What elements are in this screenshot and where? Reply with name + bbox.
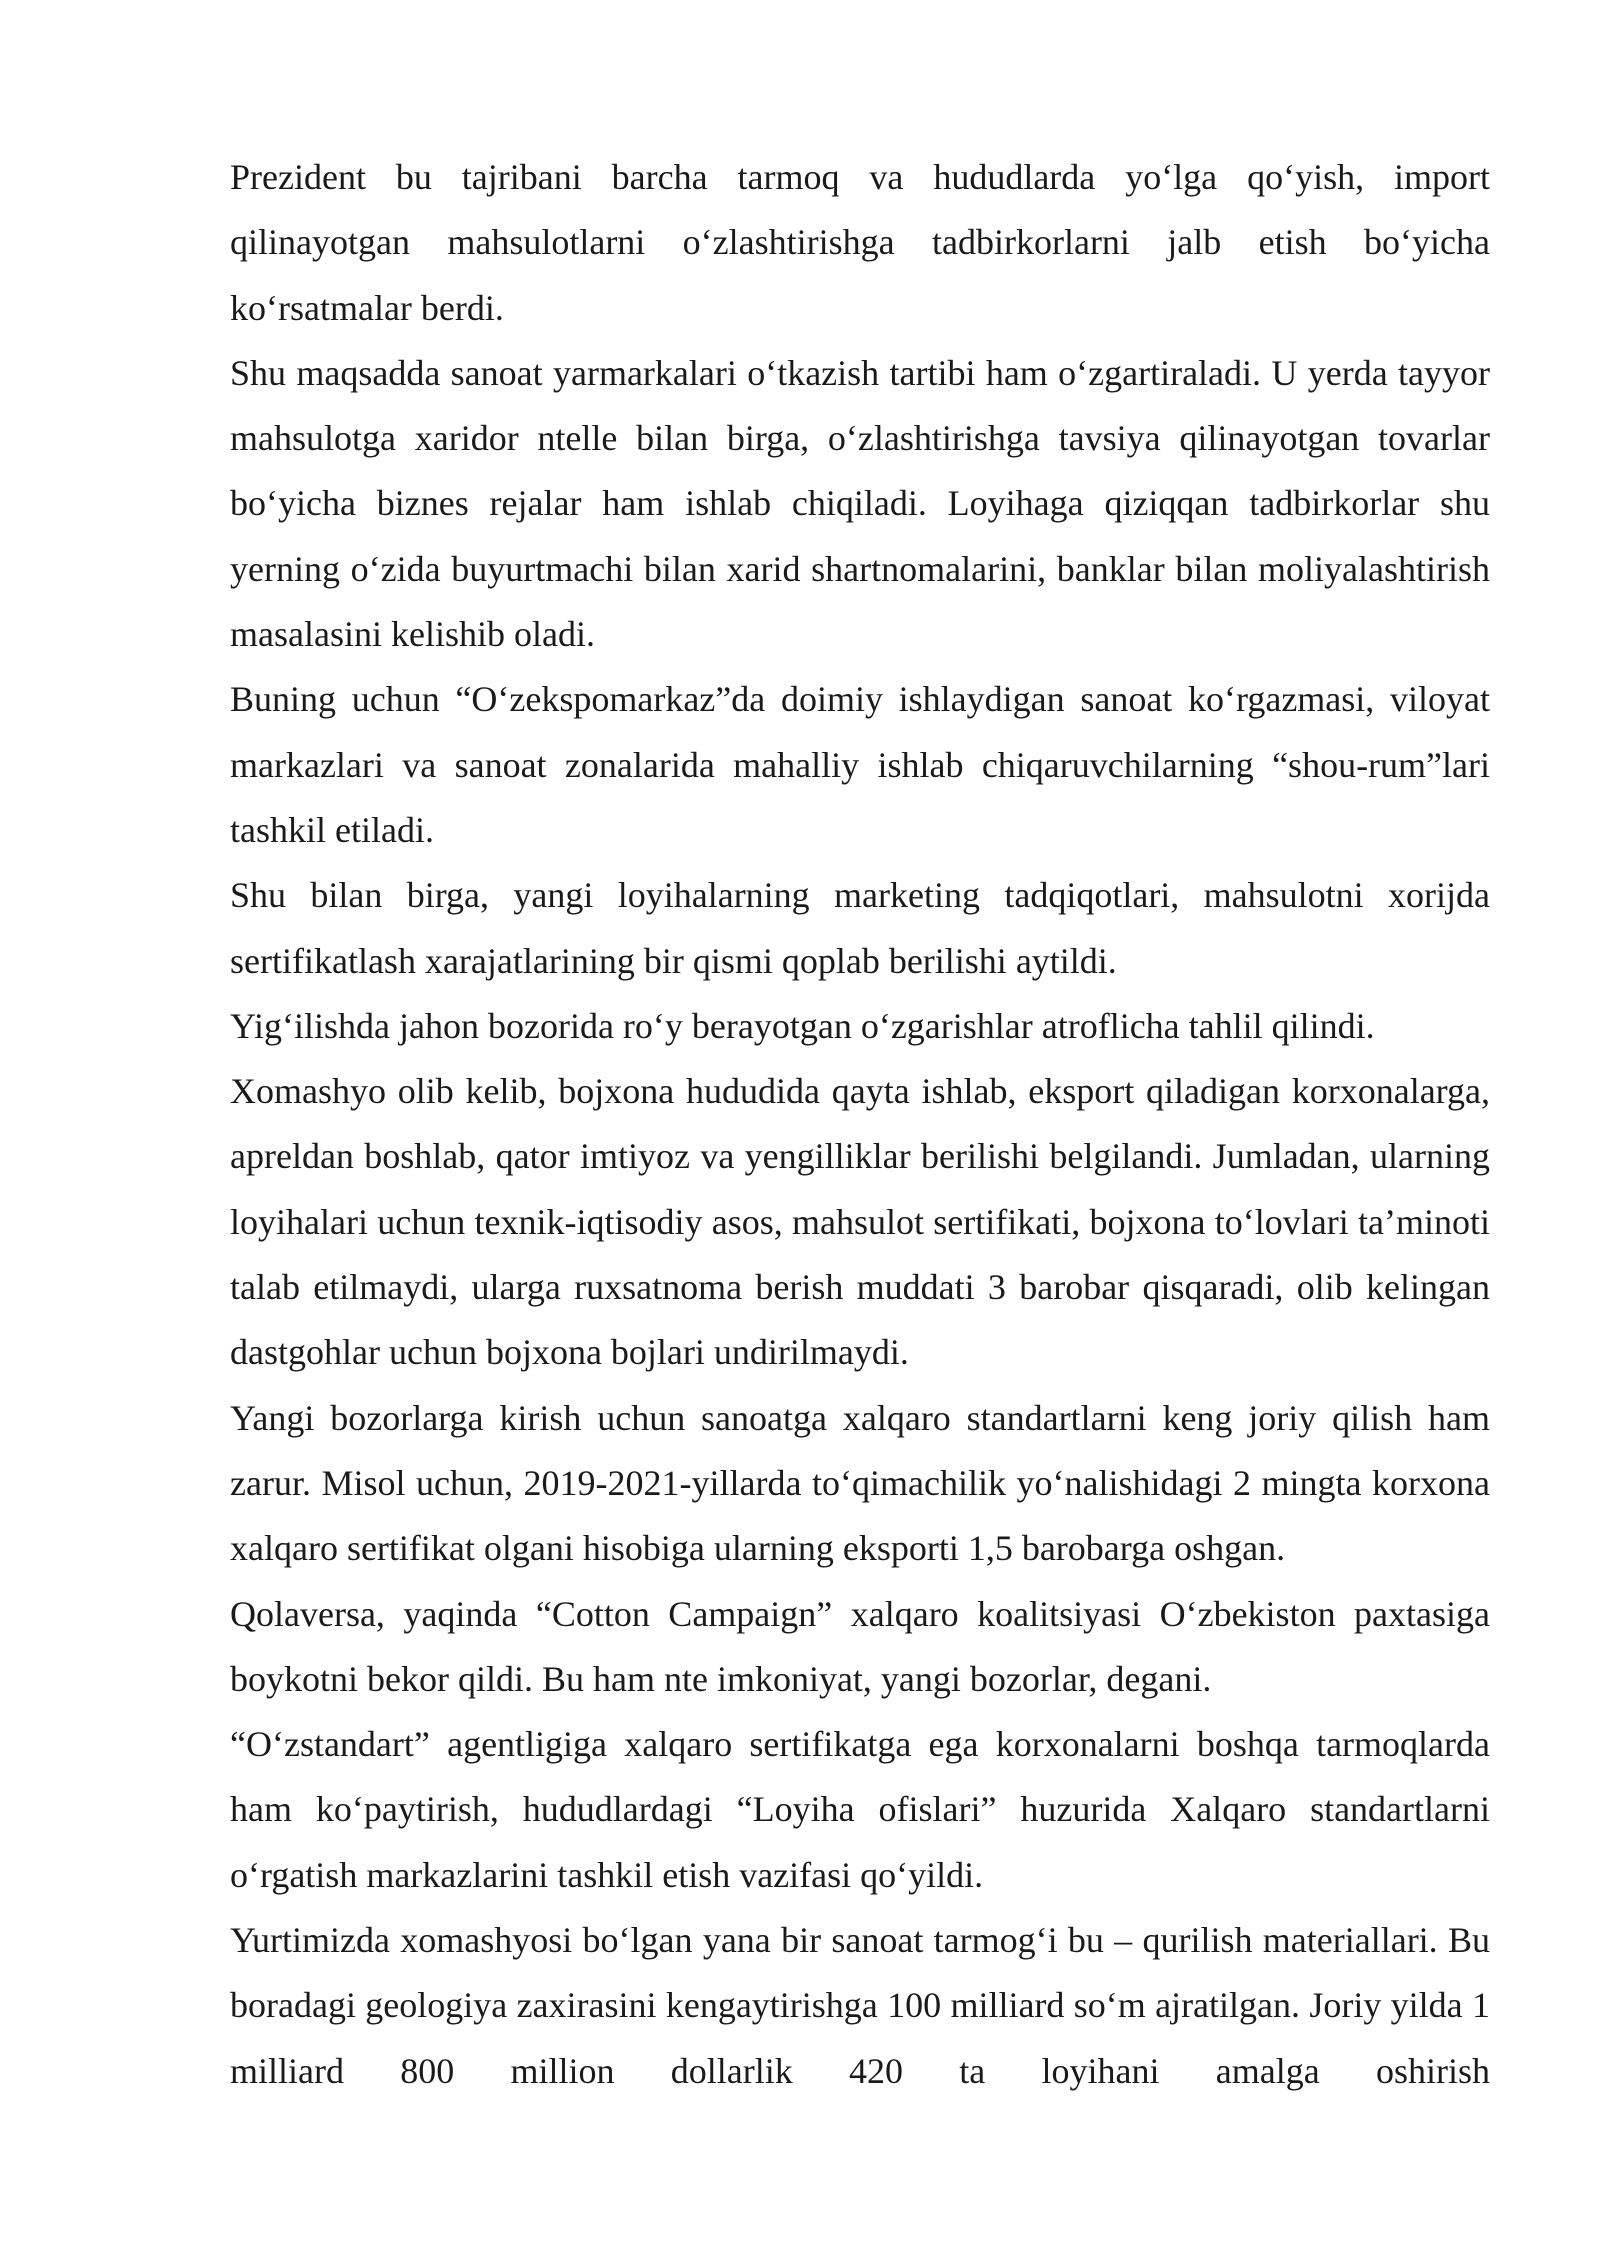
paragraph: Yurtimizda xomashyosi bo‘lgan yana bir sanoat tarmog‘i bu – qurilish materiallari. Bu boradagi geologiya zaxirasini kengaytirishga 100 milliard so‘m ajratilgan. Joriy yilda 1 milliard 800 million dollarlik 420 ta loyihani amalga oshirish — [230, 1920, 1490, 2091]
paragraph: Buning uchun “O‘zekspomarkaz”da doimiy ishlaydigan sanoat ko‘rgazmasi, viloyat markazlari va sanoat zonalarida mahalliy ishlab chiqaruvchilarning “shou-rum”lari tashkil etiladi. — [230, 679, 1490, 850]
paragraph: “O‘zstandart” agentligiga xalqaro sertifikatga ega korxonalarni boshqa tarmoqlarda ham ko‘paytirish, hududlardagi “Loyiha ofislari” huzurida Xalqaro standartlarni o‘rgatish markazlarini tashkil etish vazifasi qo‘yildi. — [230, 1724, 1490, 1895]
paragraph: Yangi bozorlarga kirish uchun sanoatga xalqaro standartlarni keng joriy qilish ham zarur. Misol uchun, 2019-2021-yillarda to‘qimachilik yo‘nalishidagi 2 mingta korxona xalqaro sertifikat olgani hisobiga ularning eksporti 1,5 barobarga oshgan. — [230, 1397, 1490, 1569]
paragraph: Shu bilan birga, yangi loyihalarning marketing tadqiqotlari, mahsulotni xorijda sertifikatlash xarajatlarining bir qismi qoplab berilishi aytildi. — [230, 875, 1490, 981]
paragraph: Prezident bu tajribani barcha tarmoq va hududlarda yo‘lga qo‘yish, import qilinayotgan mahsulotlarni o‘zlashtirishga tadbirkorlarni jalb etish bo‘yicha ko‘rsatmalar berdi. — [230, 157, 1490, 328]
paragraph: Yig‘ilishda jahon bozorida ro‘y berayotgan o‘zgarishlar atroflicha tahlil qilindi. — [230, 1005, 1375, 1046]
document-body — [230, 145, 1490, 2104]
paragraph: Xomashyo olib kelib, bojxona hududida qayta ishlab, eksport qiladigan korxonalarga, apreldan boshlab, qator imtiyoz va yengilliklar berilishi belgilandi. Jumladan, ularning loyihalari uchun texnik-iqtisodiy asos, mahsulot sertifikati, bojxona to‘lovlari ta’minoti talab etilmaydi, ularga ruxsatnoma berish muddati 3 barobar qisqaradi, olib kelingan dastgohlar uchun bojxona bojlari undirilmaydi. — [230, 1071, 1490, 1373]
paragraph: Qolaversa, yaqinda “Cotton Campaign” xalqaro koalitsiyasi O‘zbekiston paxtasiga boykotni bekor qildi. Bu ham nte imkoniyat, yangi bozorlar, degani. — [230, 1593, 1490, 1699]
paragraph: Shu maqsadda sanoat yarmarkalari o‘tkazish tartibi ham o‘zgartiraladi. U yerda tayyor mahsulotga xaridor ntelle bilan birga, o‘zlashtirishga tavsiya qilinayotgan tovarlar bo‘yicha biznes rejalar ham ishlab chiqiladi. Loyihaga qiziqqan tadbirkorlar shu yerning o‘zida buyurtmachi bilan xarid shartnomalarini, banklar bilan moliyalashtirish masalasini kelishib oladi. — [230, 352, 1490, 655]
